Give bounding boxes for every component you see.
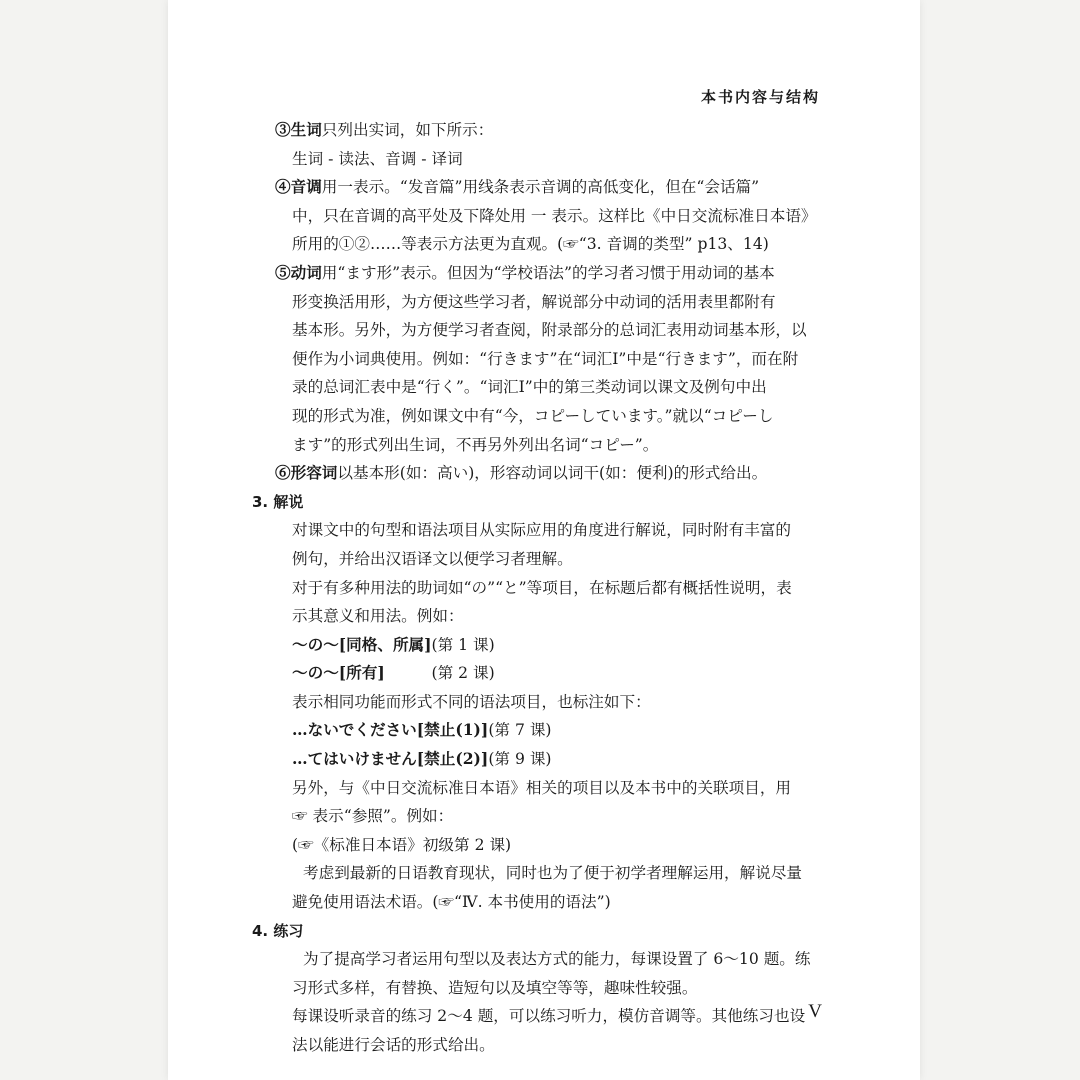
bold-term: ⑤动词 [275,262,322,282]
text-line [252,802,836,831]
text-line [252,202,836,231]
text-line [252,888,836,917]
text-line [252,745,836,774]
text-line [252,659,836,688]
bold-term: ～の～[所有] [292,663,385,683]
text-line [252,259,836,288]
line-text: 另外，与《中日交流标准日本语》相关的项目以及本书中的关联项目，用 [292,778,792,797]
text-line [252,373,836,402]
bold-term: …ないでください[禁止(1)] [292,720,489,740]
running-header: 本书内容与结构 [700,88,820,106]
line-text: 每课设听录音的练习 2～4 题，可以练习听力，模仿音调等。其他练习也设 [292,1007,806,1026]
line-text: 习形式多样，有替换、造短句以及填空等等，趣味性较强。 [292,978,698,997]
line-text: 中，只在音调的高平处及下降处用 一 表示。这样比《中日交流标准日本语》 [292,206,817,225]
line-text: (第 1 课) [431,635,495,654]
line-text: 便作为小词典使用。例如：“行きます”在“词汇Ⅰ”中是“行きます”，而在附 [292,349,799,368]
line-text: (☞《标准日本语》初级第 2 课) [292,835,512,854]
bold-term: ～の～[同格、所属] [292,634,432,654]
line-text: 对于有多种用法的助词如“の”“と”等项目，在标题后都有概括性说明，表 [292,578,792,597]
text-line [252,1002,836,1031]
line-text: 生词 - 读法、音调 - 译词 [292,149,463,168]
section-title: 4. 练习 [252,921,304,940]
line-text: 基本形。另外，为方便学习者查阅，附录部分的总词汇表用动词基本形，以 [292,321,807,340]
line-text: 考虑到最新的日语教育现状，同时也为了便于初学者理解运用，解说尽量 [303,864,803,883]
text-line [252,288,836,317]
bold-term: ③生词 [275,120,322,139]
line-text: 现的形式为准，例如课文中有“今，コピーしています。”就以“コピーし [292,406,774,425]
text-line [252,402,836,431]
line-text: 为了提高学习者运用句型以及表达方式的能力，每课设置了 6～10 题。练 [303,950,811,969]
line-text: 法以能进行会话的形式给出。 [292,1036,495,1054]
bold-term: ⑥形容词 [275,463,338,483]
section-heading [252,488,836,517]
page-body [252,116,836,1060]
line-text: ます”的形式列出生词，不再另外列出名词“コピー”。 [292,435,659,454]
text-line [252,316,836,345]
line-text: (第 7 课) [488,721,552,740]
text-line [252,116,836,145]
line-text: (第 2 课) [384,664,495,683]
text-line [252,516,836,545]
bold-term: …てはいけません[禁止(2)] [292,749,489,769]
text-line [252,945,836,974]
text-line [252,173,836,202]
section-heading [252,917,836,946]
text-line [252,602,836,631]
text-line [252,545,836,574]
text-line [252,230,836,259]
text-line [252,688,836,717]
line-text: 形变换活用形，为方便这些学习者，解说部分中动词的活用表里都附有 [292,292,776,311]
line-text: 用“ます形”表示。但因为“学校语法”的学习者习惯于用动词的基本 [321,263,775,282]
line-text: 避免使用语法术语。(☞“Ⅳ. 本书使用的语法”) [292,893,611,912]
line-text: (第 9 课) [488,750,552,769]
line-text: 对课文中的句型和语法项目从实际应用的角度进行解说，同时附有丰富的 [292,521,792,540]
text-line [252,631,836,660]
line-text: 所用的①②……等表示方法更为直观。(☞“3. 音调的类型” p13、14) [292,235,769,254]
text-line [252,859,836,888]
page-number: V [808,1001,822,1022]
text-line [252,574,836,603]
text-line [252,1031,836,1060]
line-text: 用一表示。“发音篇”用线条表示音调的高低变化，但在“会话篇” [321,178,760,197]
line-text: 以基本形(如：高い)，形容动词以词干(如：便利)的形式给出。 [337,464,768,483]
line-text: 表示相同功能而形式不同的语法项目，也标注如下： [292,692,651,711]
line-text: 示其意义和用法。例如： [292,607,464,626]
text-line [252,459,836,488]
line-text: ☞ 表示“参照”。例如： [292,807,454,826]
bold-term: ④音调 [275,177,322,197]
text-line [252,974,836,1003]
text-line [252,145,836,174]
text-line [252,774,836,803]
section-title: 3. 解说 [252,492,304,511]
book-page [168,0,920,1080]
line-text: 录的总词汇表中是“行く”。“词汇Ⅰ”中的第三类动词以课文及例句中出 [292,378,767,397]
line-text: 只列出实词，如下所示： [321,121,494,139]
text-line [252,831,836,860]
line-text: 例句，并给出汉语译文以便学习者理解。 [292,549,573,568]
text-line [252,345,836,374]
text-line [252,431,836,460]
text-line [252,716,836,745]
